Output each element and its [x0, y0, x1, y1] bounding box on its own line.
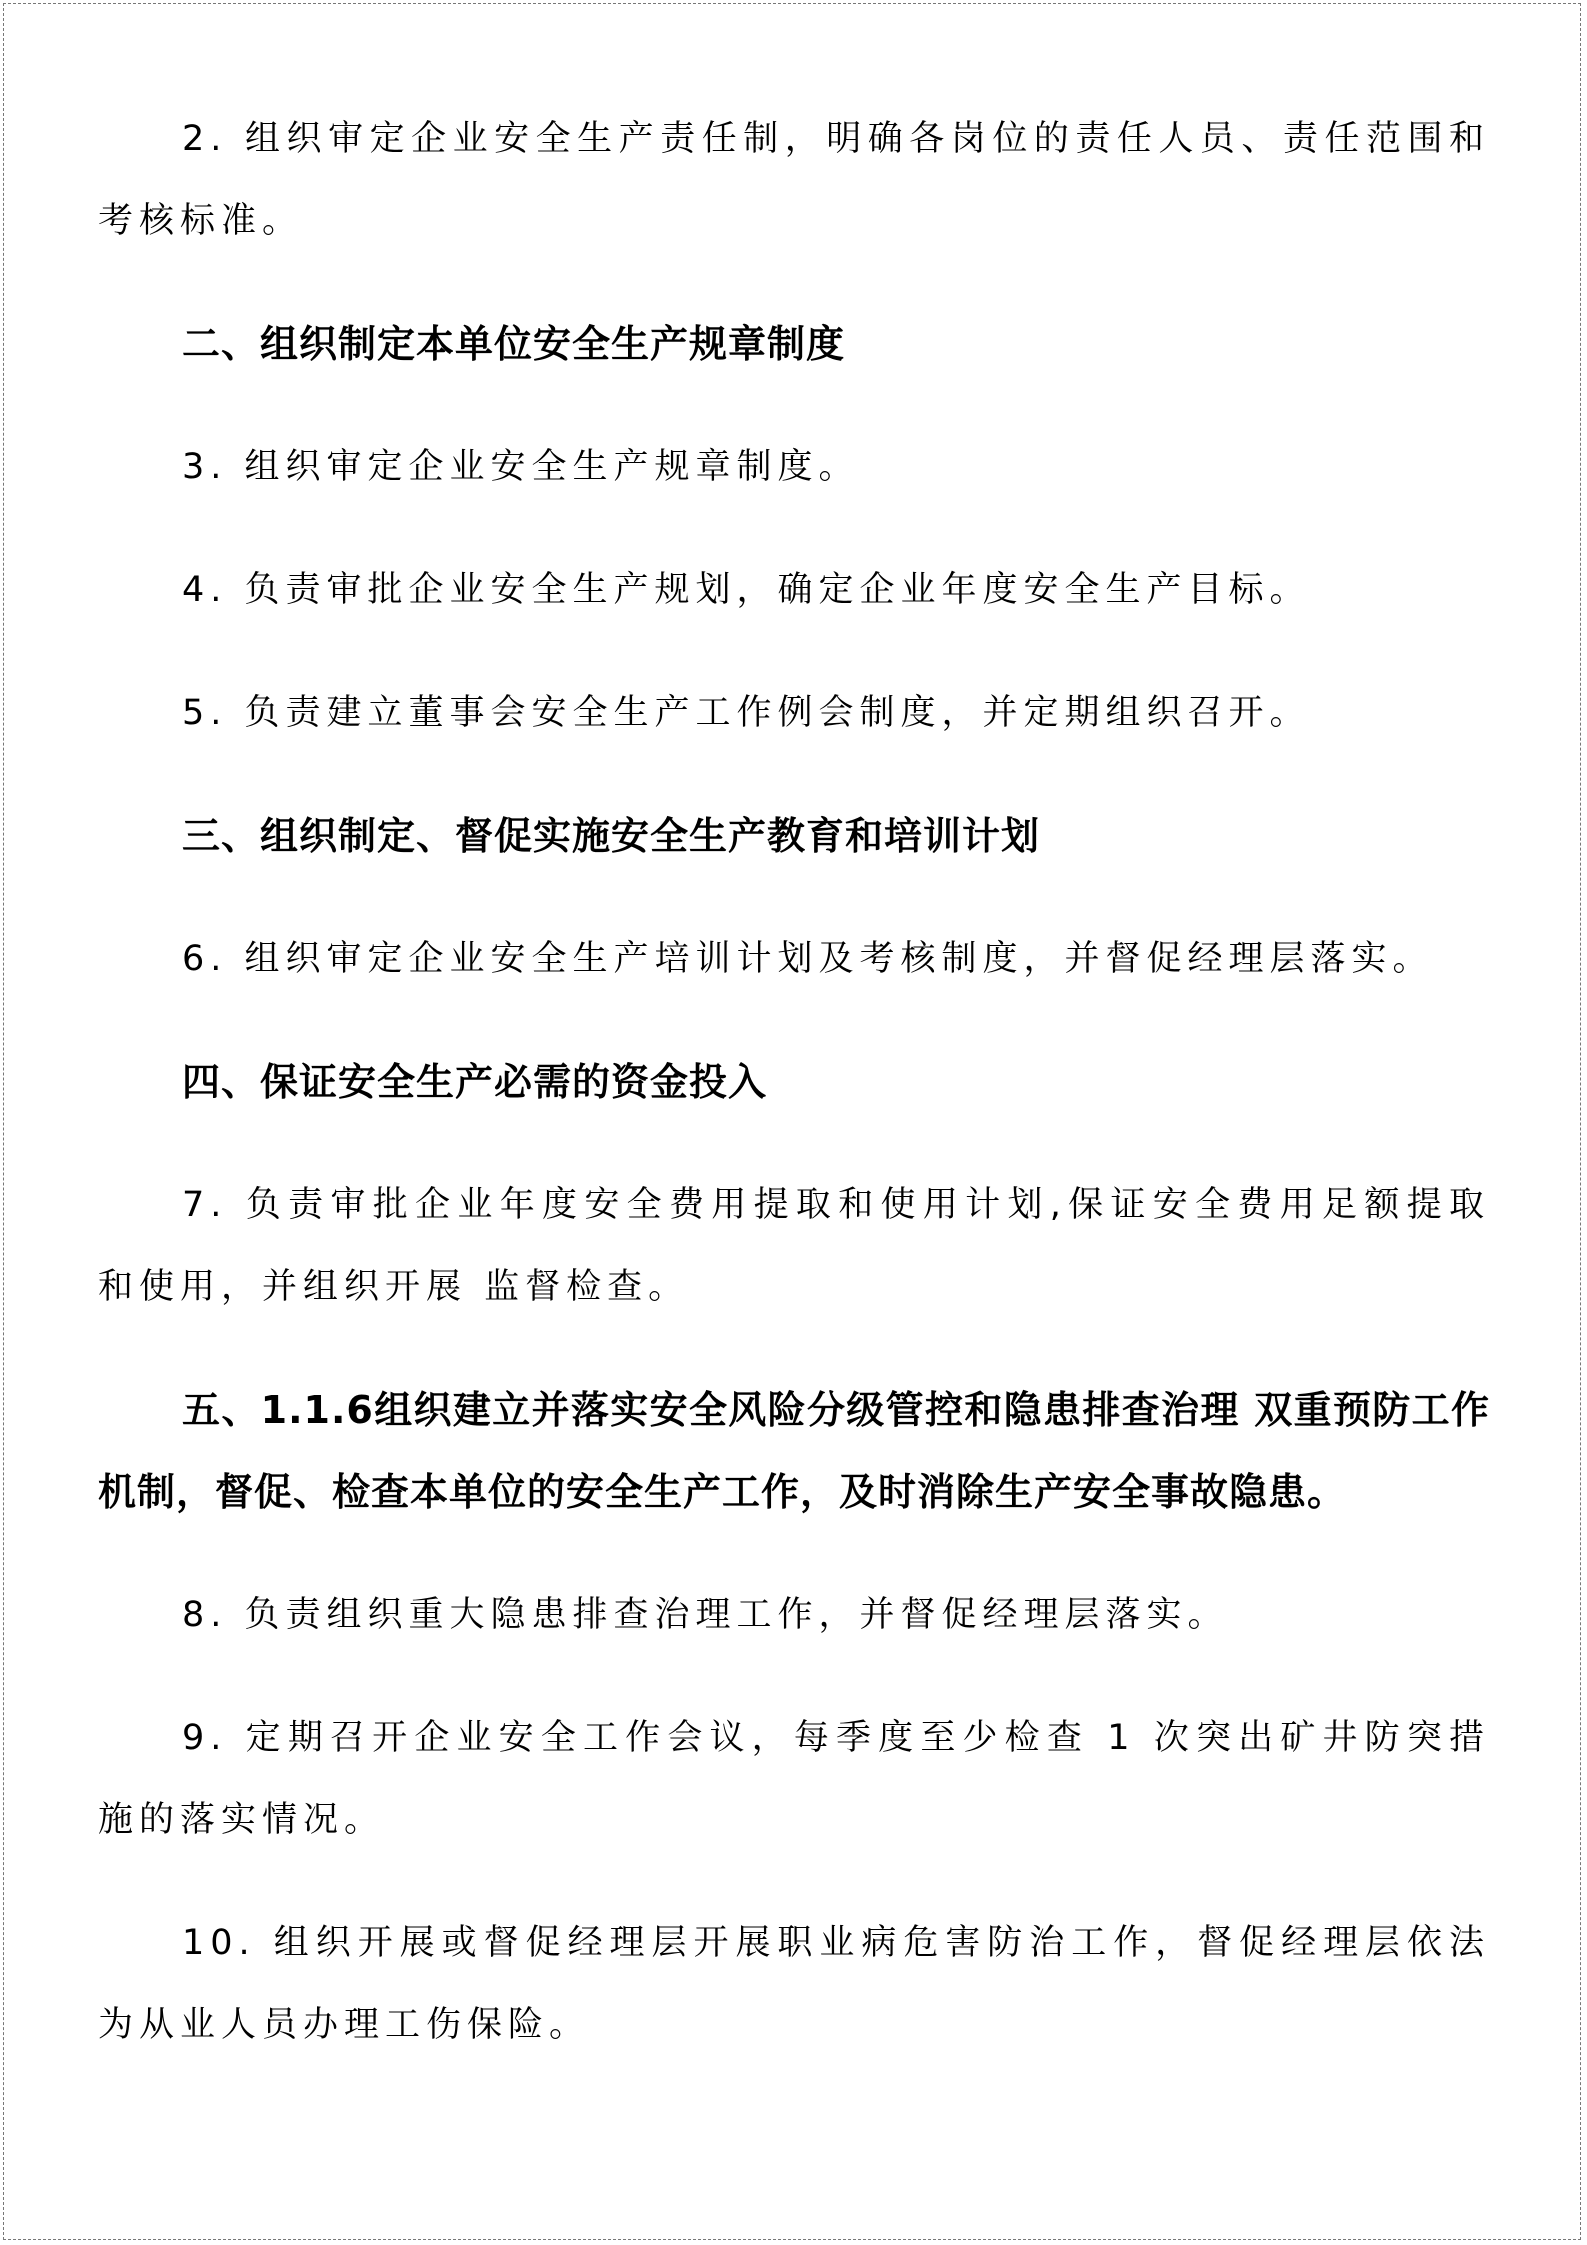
paragraph-item-6: 6. 组织审定企业安全生产培训计划及考核制度，并督促经理层落实。: [182, 939, 1434, 979]
paragraph-item-5: 5. 负责建立董事会安全生产工作例会制度，并定期组织召开。: [182, 693, 1311, 733]
paragraph-item-7: 7. 负责审批企业年度安全费用提取和使用计划,保证安全费用足额提取和使用，并组织开展 监督检查。: [98, 1185, 1490, 1307]
paragraph-item-2: 2. 组织审定企业安全生产责任制，明确各岗位的责任人员、责任范围和考核标准。: [98, 119, 1490, 241]
section-heading-2: 二、组织制定本单位安全生产规章制度: [182, 322, 846, 366]
paragraph-item-8: 8. 负责组织重大隐患排查治理工作，并督促经理层落实。: [182, 1595, 1229, 1635]
document-body: [98, 98, 1490, 2107]
paragraph-item-9: 9. 定期召开企业安全工作会议，每季度至少检查 1 次突出矿井防突措施的落实情况。: [98, 1718, 1490, 1840]
paragraph-item-10: 10. 组织开展或督促经理层开展职业病危害防治工作，督促经理层依法为从业人员办理工伤保险。: [98, 1923, 1490, 2045]
section-heading-3: 三、组织制定、督促实施安全生产教育和培训计划: [182, 814, 1041, 858]
paragraph-item-3: 3. 组织审定企业安全生产规章制度。: [182, 447, 860, 487]
section-heading-4: 四、保证安全生产必需的资金投入: [182, 1060, 768, 1104]
section-heading-5: 五、1.1.6组织建立并落实安全风险分级管控和隐患排查治理 双重预防工作机制，督促、检查本单位的安全生产工作，及时消除生产安全事故隐患。: [98, 1388, 1490, 1514]
paragraph-item-4: 4. 负责审批企业安全生产规划，确定企业年度安全生产目标。: [182, 570, 1311, 610]
